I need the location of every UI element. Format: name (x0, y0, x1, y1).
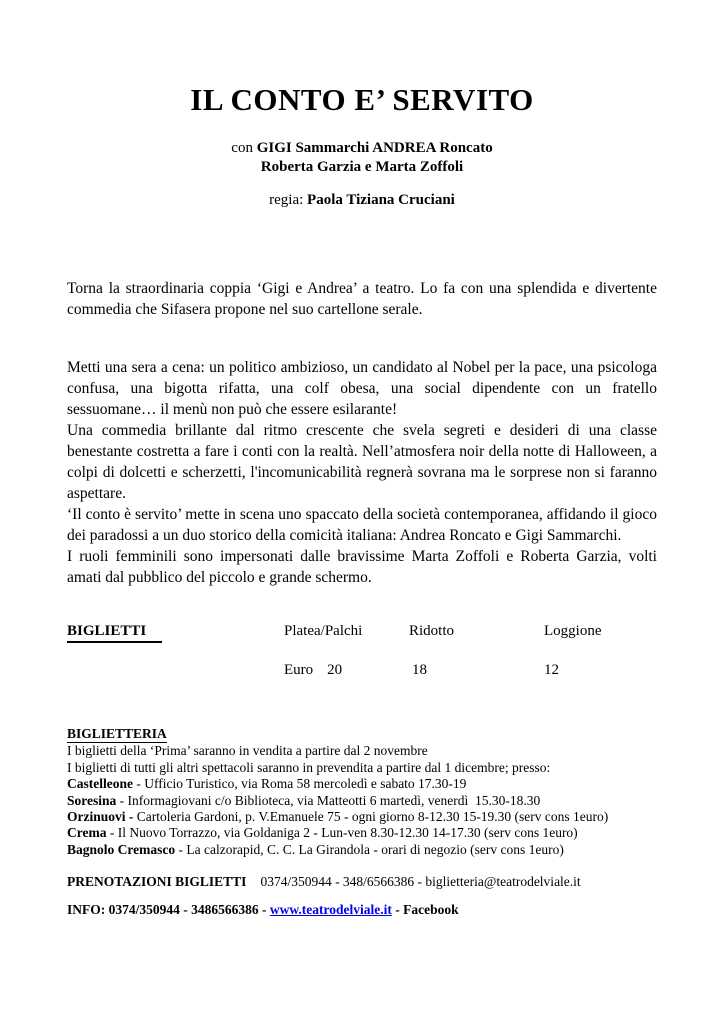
synopsis-paragraph: Metti una sera a cena: un politico ambizioso, un candidato al Nobel per la pace, una psicologa confusa, una bigotta rifatta, una colf obesa, una social dipendente con un fratello sessuomane… il menù non può che essere esilarante! (67, 359, 657, 418)
location-name: Castelleone (67, 776, 133, 792)
price-platea: 20 (327, 662, 343, 678)
box-office-line-1: I biglietti della ‘Prima’ saranno in vendita a partire dal 2 novembre (67, 743, 428, 759)
location-details: - Ufficio Turistico, via Roma 58 mercoledì e sabato 17.30-19 (132, 776, 467, 792)
location-name: Soresina (67, 792, 117, 808)
website-link[interactable]: www.teatrodelviale.it (269, 901, 392, 917)
synopsis-paragraph: Una commedia brillante dal ritmo crescente che svela segreti e desideri di una classe benestante costretta a fare i conti con la realtà. Nell’atmosfera noir della notte di Halloween, a colpi di dolcetti e scherzetti, l'incomunicabilità regnerà sovrana ma le sorprese non si faranno aspettare. (67, 422, 657, 502)
box-office-location (67, 776, 657, 792)
location-name: Bagnolo Cremasco (67, 841, 176, 857)
price-loggione: 12 (544, 662, 559, 678)
tickets-col-platea: Platea/Palchi (284, 623, 363, 639)
director-line (67, 191, 657, 210)
tickets-price-ridotto (409, 660, 544, 680)
location-name: Crema (67, 825, 107, 841)
reservations-label: PRENOTAZIONI BIGLIETTI (67, 874, 247, 890)
info-line (67, 902, 657, 918)
tickets-heading: BIGLIETTI (67, 621, 162, 643)
box-office-location (67, 825, 657, 841)
location-details: - Informagiovani c/o Biblioteca, via Matteotti 6 martedì, venerdì 15.30-18.30 (116, 792, 541, 808)
info-prefix: INFO: 0374/350944 - 3486566386 - (67, 901, 270, 917)
reservations-details: 0374/350944 - 348/6566386 - biglietteria@teatrodelviale.it (260, 874, 581, 890)
box-office-location (67, 793, 657, 809)
location-details: - La calzorapid, C. C. La Girandola - orari di negozio (serv cons 1euro) (175, 841, 564, 857)
info-suffix: - Facebook (391, 901, 459, 917)
box-office-heading: BIGLIETTERIA (67, 726, 167, 743)
credits-block (67, 139, 657, 210)
director-name: Paola Tiziana Cruciani (307, 192, 455, 208)
cast-line-1 (67, 139, 657, 158)
box-office-block (67, 726, 657, 858)
cast-line-2: Roberta Garzia e Marta Zoffoli (260, 159, 464, 175)
cast-names-1: GIGI Sammarchi ANDREA Roncato (256, 140, 493, 156)
tickets-table (67, 621, 657, 680)
reservations-line (67, 874, 657, 890)
tickets-price-platea (284, 660, 409, 680)
box-office-location (67, 809, 657, 825)
intro-paragraph: Torna la straordinaria coppia ‘Gigi e Andrea’ a teatro. Lo fa con una splendida e divertente commedia che Sifasera propone nel suo cartellone serale. (67, 280, 657, 318)
box-office-location (67, 842, 657, 858)
location-details: Cartoleria Gardoni, p. V.Emanuele 75 - ogni giorno 8-12.30 15-19.30 (serv cons 1euro) (133, 809, 609, 825)
price-ridotto: 18 (412, 662, 427, 678)
con-prefix: con (231, 140, 257, 156)
page-title: IL CONTO E’ SERVITO (190, 82, 534, 117)
location-details: - Il Nuovo Torrazzo, via Goldaniga 2 - Lun-ven 8.30-12.30 14-17.30 (serv cons 1euro) (106, 825, 578, 841)
synopsis-paragraph: ‘Il conto è servito’ mette in scena uno spaccato della società contemporanea, affidando il gioco dei paradossi a un duo storico della comicità italiana: Andrea Roncato e Gigi Sammarchi. (67, 506, 657, 544)
box-office-line-2: I biglietti di tutti gli altri spettacoli saranno in prevendita a partire dal 1 dicembre; presso: (67, 759, 551, 775)
synopsis-block (67, 357, 657, 588)
synopsis-paragraph: I ruoli femminili sono impersonati dalle bravissime Marta Zoffoli e Roberta Garzia, volti amati dal pubblico del piccolo e grande schermo. (67, 548, 657, 586)
regia-prefix: regia: (269, 192, 308, 208)
location-name: Orzinuovi - (67, 809, 134, 825)
tickets-col-loggione: Loggione (544, 623, 602, 639)
tickets-price-loggione (544, 660, 657, 680)
tickets-col-ridotto: Ridotto (409, 623, 455, 639)
currency-label: Euro (284, 662, 314, 678)
